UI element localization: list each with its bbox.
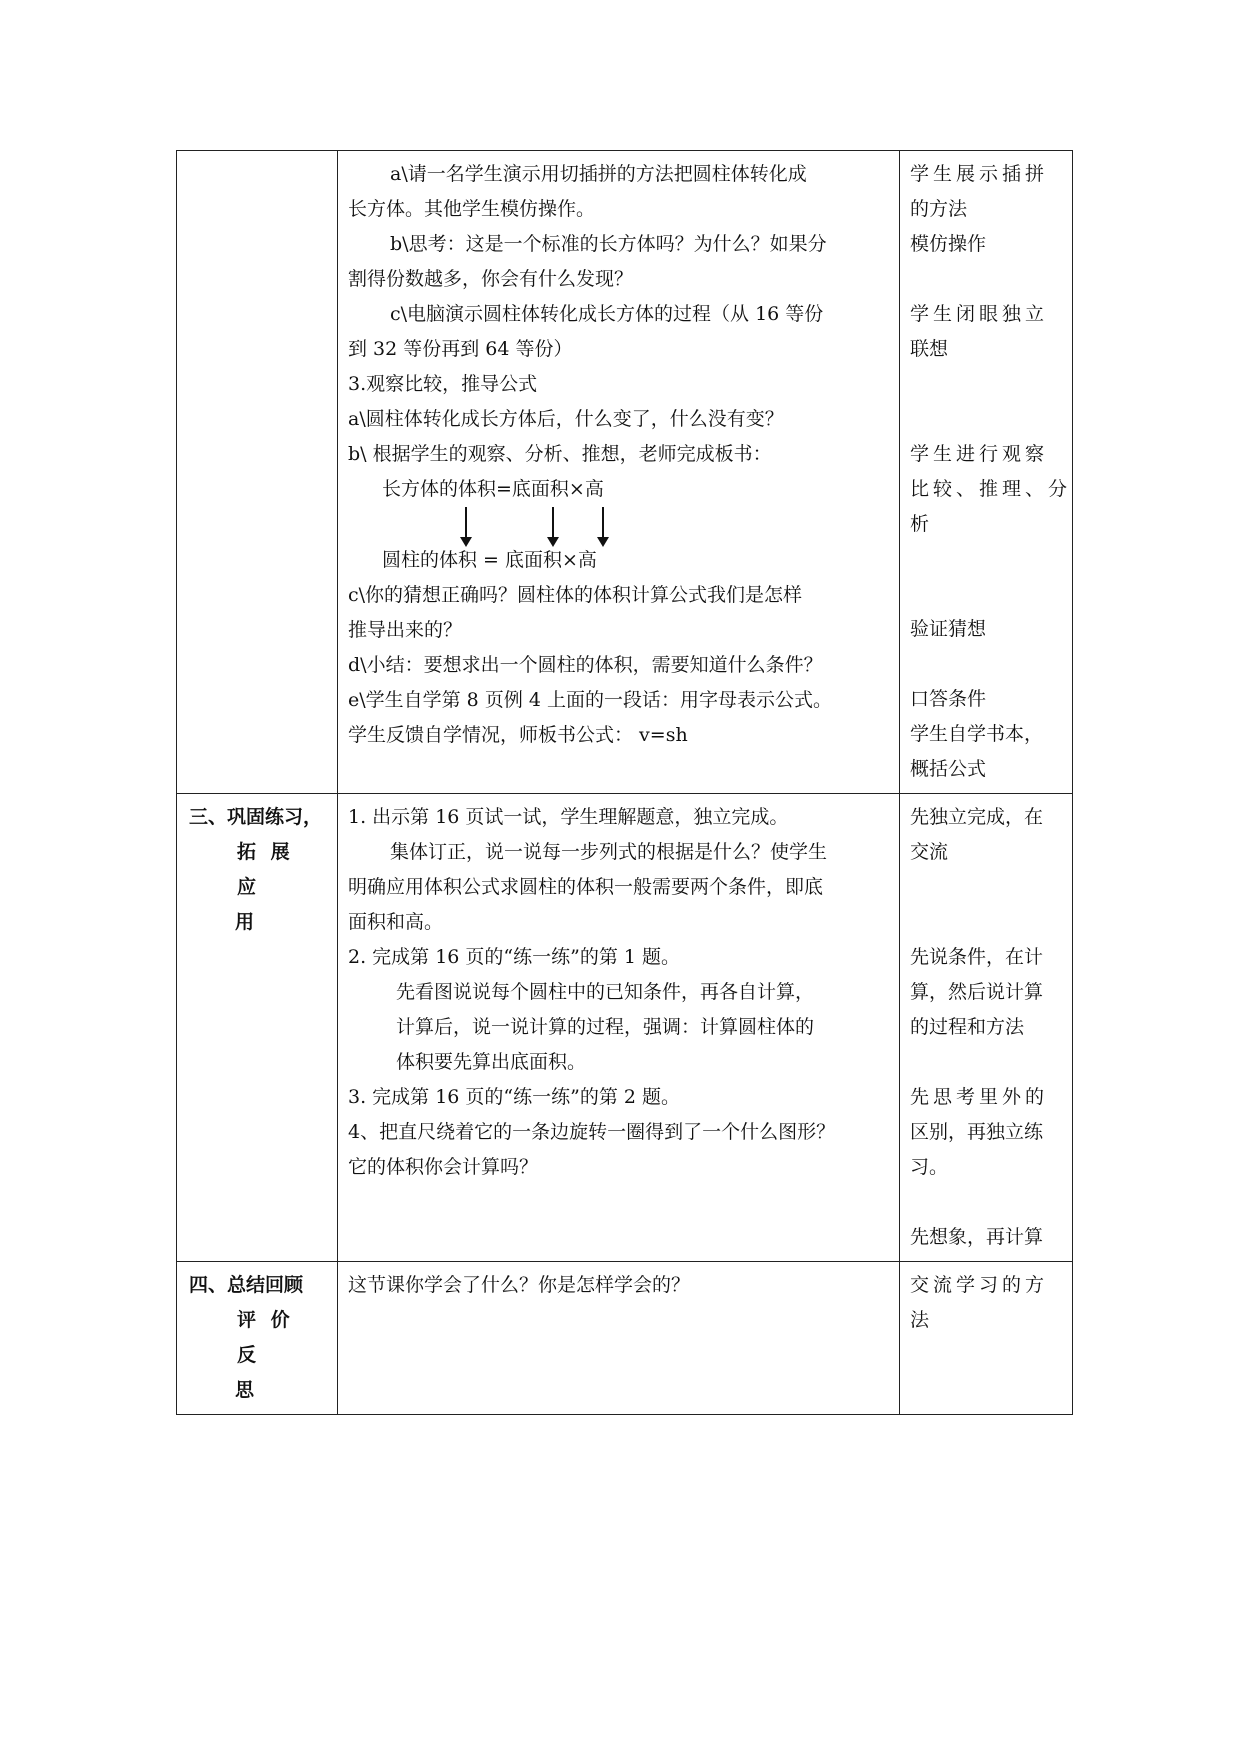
text-line: 先看图说说每个圆柱中的已知条件，再各自计算， bbox=[396, 981, 815, 1003]
text-line: 推导出来的？ bbox=[348, 619, 463, 641]
text-line: 学生反馈自学情况，师板书公式： v=sh bbox=[348, 724, 688, 746]
text-line: b\思考：这是一个标准的长方体吗？为什么？如果分 bbox=[390, 233, 827, 255]
note-line: 先独立完成，在 bbox=[910, 806, 1044, 828]
activity-cell bbox=[338, 794, 900, 1262]
text-line: 面积和高。 bbox=[348, 911, 444, 933]
section-title: 三、巩固练习， bbox=[189, 806, 323, 828]
text-line: c\你的猜想正确吗？圆柱体的体积计算公式我们是怎样 bbox=[348, 584, 803, 606]
note-line: 学生闭眼独立 bbox=[910, 303, 1049, 325]
note-line: 交流学习的方 bbox=[910, 1274, 1049, 1296]
note-line: 先想象，再计算 bbox=[910, 1226, 1044, 1248]
activity-cell bbox=[338, 1262, 900, 1415]
section-cell bbox=[177, 151, 338, 794]
note-line: 析 bbox=[910, 513, 930, 535]
note-line: 习。 bbox=[910, 1156, 949, 1178]
formula-cuboid: 长方体的体积=底面积×高 bbox=[382, 478, 604, 500]
text-line: d\小结：要想求出一个圆柱的体积，需要知道什么条件？ bbox=[348, 654, 823, 676]
text-line: 1. 出示第 16 页试一试，学生理解题意，独立完成。 bbox=[348, 806, 789, 828]
note-line: 交流 bbox=[910, 841, 949, 863]
note-line: 区别，再独立练 bbox=[910, 1121, 1044, 1143]
text-line: a\圆柱体转化成长方体后，什么变了，什么没有变？ bbox=[348, 408, 784, 430]
text-line: 计算后，说一说计算的过程，强调：计算圆柱体的 bbox=[396, 1016, 815, 1038]
note-line: 验证猜想 bbox=[910, 618, 987, 640]
section-title: 拓 展 应 bbox=[237, 841, 294, 898]
arrow-down-icon bbox=[552, 507, 554, 541]
note-line: 学生自学书本， bbox=[910, 723, 1044, 745]
text-line: 4、把直尺绕着它的一条边旋转一圈得到了一个什么图形？ bbox=[348, 1121, 836, 1143]
note-line: 的过程和方法 bbox=[910, 1016, 1025, 1038]
table-row bbox=[177, 794, 1073, 1262]
table-row bbox=[177, 1262, 1073, 1415]
note-line: 先思考里外的 bbox=[910, 1086, 1049, 1108]
formula-arrows bbox=[348, 507, 889, 543]
note-line: 模仿操作 bbox=[910, 233, 987, 255]
note-line: 先说条件，在计 bbox=[910, 946, 1044, 968]
text-line: 割得份数越多，你会有什么发现？ bbox=[348, 268, 634, 290]
text-line: c\电脑演示圆柱体转化成长方体的过程（从 16 等份 bbox=[390, 303, 824, 325]
arrow-down-icon bbox=[465, 507, 467, 541]
note-line: 学生进行观察 bbox=[910, 443, 1049, 465]
section-cell bbox=[177, 1262, 338, 1415]
note-line: 法 bbox=[910, 1309, 930, 1331]
text-line: b\ 根据学生的观察、分析、推想，老师完成板书： bbox=[348, 443, 772, 465]
lesson-plan-table bbox=[176, 150, 1073, 1415]
section-title: 用 bbox=[235, 911, 255, 933]
section-title: 四、总结回顾 bbox=[189, 1274, 304, 1296]
section-title: 思 bbox=[235, 1379, 255, 1401]
text-line: 到 32 等份再到 64 等份） bbox=[348, 338, 573, 360]
text-line: 集体订正，说一说每一步列式的根据是什么？使学生 bbox=[390, 841, 828, 863]
text-line: 2. 完成第 16 页的“练一练”的第 1 题。 bbox=[348, 946, 681, 968]
note-line: 联想 bbox=[910, 338, 949, 360]
text-line: 3. 完成第 16 页的“练一练”的第 2 题。 bbox=[348, 1086, 681, 1108]
text-line: 长方体。其他学生模仿操作。 bbox=[348, 198, 596, 220]
text-line: 3.观察比较，推导公式 bbox=[348, 373, 538, 395]
text-line: a\请一名学生演示用切插拼的方法把圆柱体转化成 bbox=[390, 163, 807, 185]
table-row bbox=[177, 151, 1073, 794]
formula-cylinder: 圆柱的体积 = 底面积×高 bbox=[382, 549, 597, 571]
student-cell bbox=[900, 151, 1073, 794]
text-line: 它的体积你会计算吗？ bbox=[348, 1156, 539, 1178]
section-title: 评 价 反 bbox=[237, 1309, 294, 1366]
student-cell bbox=[900, 1262, 1073, 1415]
note-line: 比较、推理、分 bbox=[910, 478, 1072, 500]
text-line: e\学生自学第 8 页例 4 上面的一段话：用字母表示公式。 bbox=[348, 689, 832, 711]
student-cell bbox=[900, 794, 1073, 1262]
note-line: 的方法 bbox=[910, 198, 968, 220]
text-line: 这节课你学会了什么？你是怎样学会的？ bbox=[348, 1274, 691, 1296]
activity-cell bbox=[338, 151, 900, 794]
note-line: 算，然后说计算 bbox=[910, 981, 1044, 1003]
note-line: 学生展示插拼 bbox=[910, 163, 1049, 185]
note-line: 口答条件 bbox=[910, 688, 987, 710]
text-line: 体积要先算出底面积。 bbox=[396, 1051, 587, 1073]
text-line: 明确应用体积公式求圆柱的体积一般需要两个条件，即底 bbox=[348, 876, 824, 898]
note-line: 概括公式 bbox=[910, 758, 987, 780]
section-cell bbox=[177, 794, 338, 1262]
arrow-down-icon bbox=[602, 507, 604, 541]
